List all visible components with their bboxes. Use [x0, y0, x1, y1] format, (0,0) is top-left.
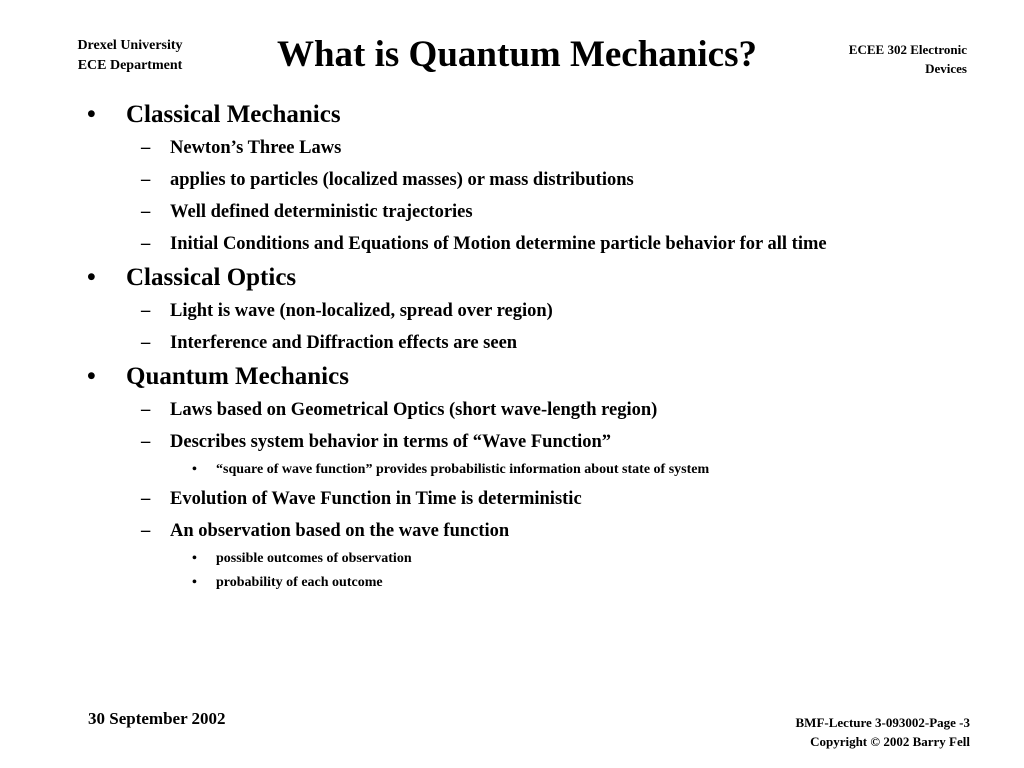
small-bullet-marker: • [192, 575, 197, 590]
bullet-marker: • [87, 101, 96, 128]
list-item-text: Describes system behavior in terms of “Wave Function” [170, 432, 612, 452]
list-item [126, 518, 965, 594]
list-item-text: An observation based on the wave function [170, 521, 510, 541]
section-heading: Classical Mechanics [126, 101, 341, 128]
slide-title: What is Quantum Mechanics? [276, 34, 757, 75]
section-quantum-mechanics [85, 360, 965, 594]
list-item-text: Well defined deterministic trajectories [170, 202, 473, 222]
list-item [126, 397, 965, 424]
course-name-line-1: ECEE 302 Electronic [848, 42, 967, 57]
section-heading: Classical Optics [126, 264, 297, 291]
institution-label [50, 36, 210, 76]
section-heading: Quantum Mechanics [126, 363, 349, 390]
dash-marker: – [141, 400, 151, 420]
sub-list-item-text: possible outcomes of observation [216, 551, 412, 566]
lecture-page-label: BMF-Lecture 3-093002-Page -3 [795, 715, 970, 730]
dash-marker: – [141, 138, 151, 158]
sub-list-item-text: “square of wave function” provides probabilistic information about state of system [216, 462, 710, 477]
list-item [126, 167, 965, 194]
university-name: Drexel University [77, 38, 183, 53]
sub-points [126, 548, 965, 594]
slide-body [85, 98, 965, 594]
list-item [126, 135, 965, 162]
list-item-text: Light is wave (non-localized, spread over region) [170, 301, 553, 321]
list-item [126, 429, 965, 481]
list-item-text: Initial Conditions and Equations of Motion determine particle behavior for all time [170, 234, 827, 254]
section-points [126, 135, 965, 258]
bullet-marker: • [87, 363, 96, 390]
section-classical-optics [85, 261, 965, 357]
sub-points [126, 459, 965, 481]
copyright-label: Copyright © 2002 Barry Fell [810, 734, 970, 749]
section-points [126, 397, 965, 594]
dash-marker: – [141, 170, 151, 190]
course-name-line-2: Devices [925, 61, 967, 76]
slide-footer-info [700, 713, 970, 751]
small-bullet-marker: • [192, 551, 197, 566]
small-bullet-marker: • [192, 462, 197, 477]
list-item-text: Newton’s Three Laws [170, 138, 342, 158]
sub-list-item [170, 572, 965, 594]
section-classical-mechanics [85, 98, 965, 258]
list-item-text: Laws based on Geometrical Optics (short wave-length region) [170, 400, 658, 420]
list-item-text: applies to particles (localized masses) or mass distributions [170, 170, 634, 190]
dash-marker: – [141, 301, 151, 321]
dash-marker: – [141, 333, 151, 353]
section-points [126, 298, 965, 357]
list-item-text: Evolution of Wave Function in Time is deterministic [170, 489, 582, 509]
list-item [126, 199, 965, 226]
bullet-marker: • [87, 264, 96, 291]
sub-list-item [170, 459, 965, 481]
slide-date: 30 September 2002 [88, 709, 226, 728]
list-item [126, 486, 965, 513]
department-name: ECE Department [77, 58, 183, 73]
sub-list-item-text: probability of each outcome [216, 575, 383, 590]
dash-marker: – [141, 521, 151, 541]
dash-marker: – [141, 489, 151, 509]
dash-marker: – [141, 202, 151, 222]
list-item-text: Interference and Diffraction effects are seen [170, 333, 518, 353]
course-label [800, 40, 967, 78]
dash-marker: – [141, 432, 151, 452]
list-item [126, 298, 965, 325]
dash-marker: – [141, 234, 151, 254]
list-item [126, 330, 965, 357]
list-item [126, 231, 965, 258]
sub-list-item [170, 548, 965, 570]
